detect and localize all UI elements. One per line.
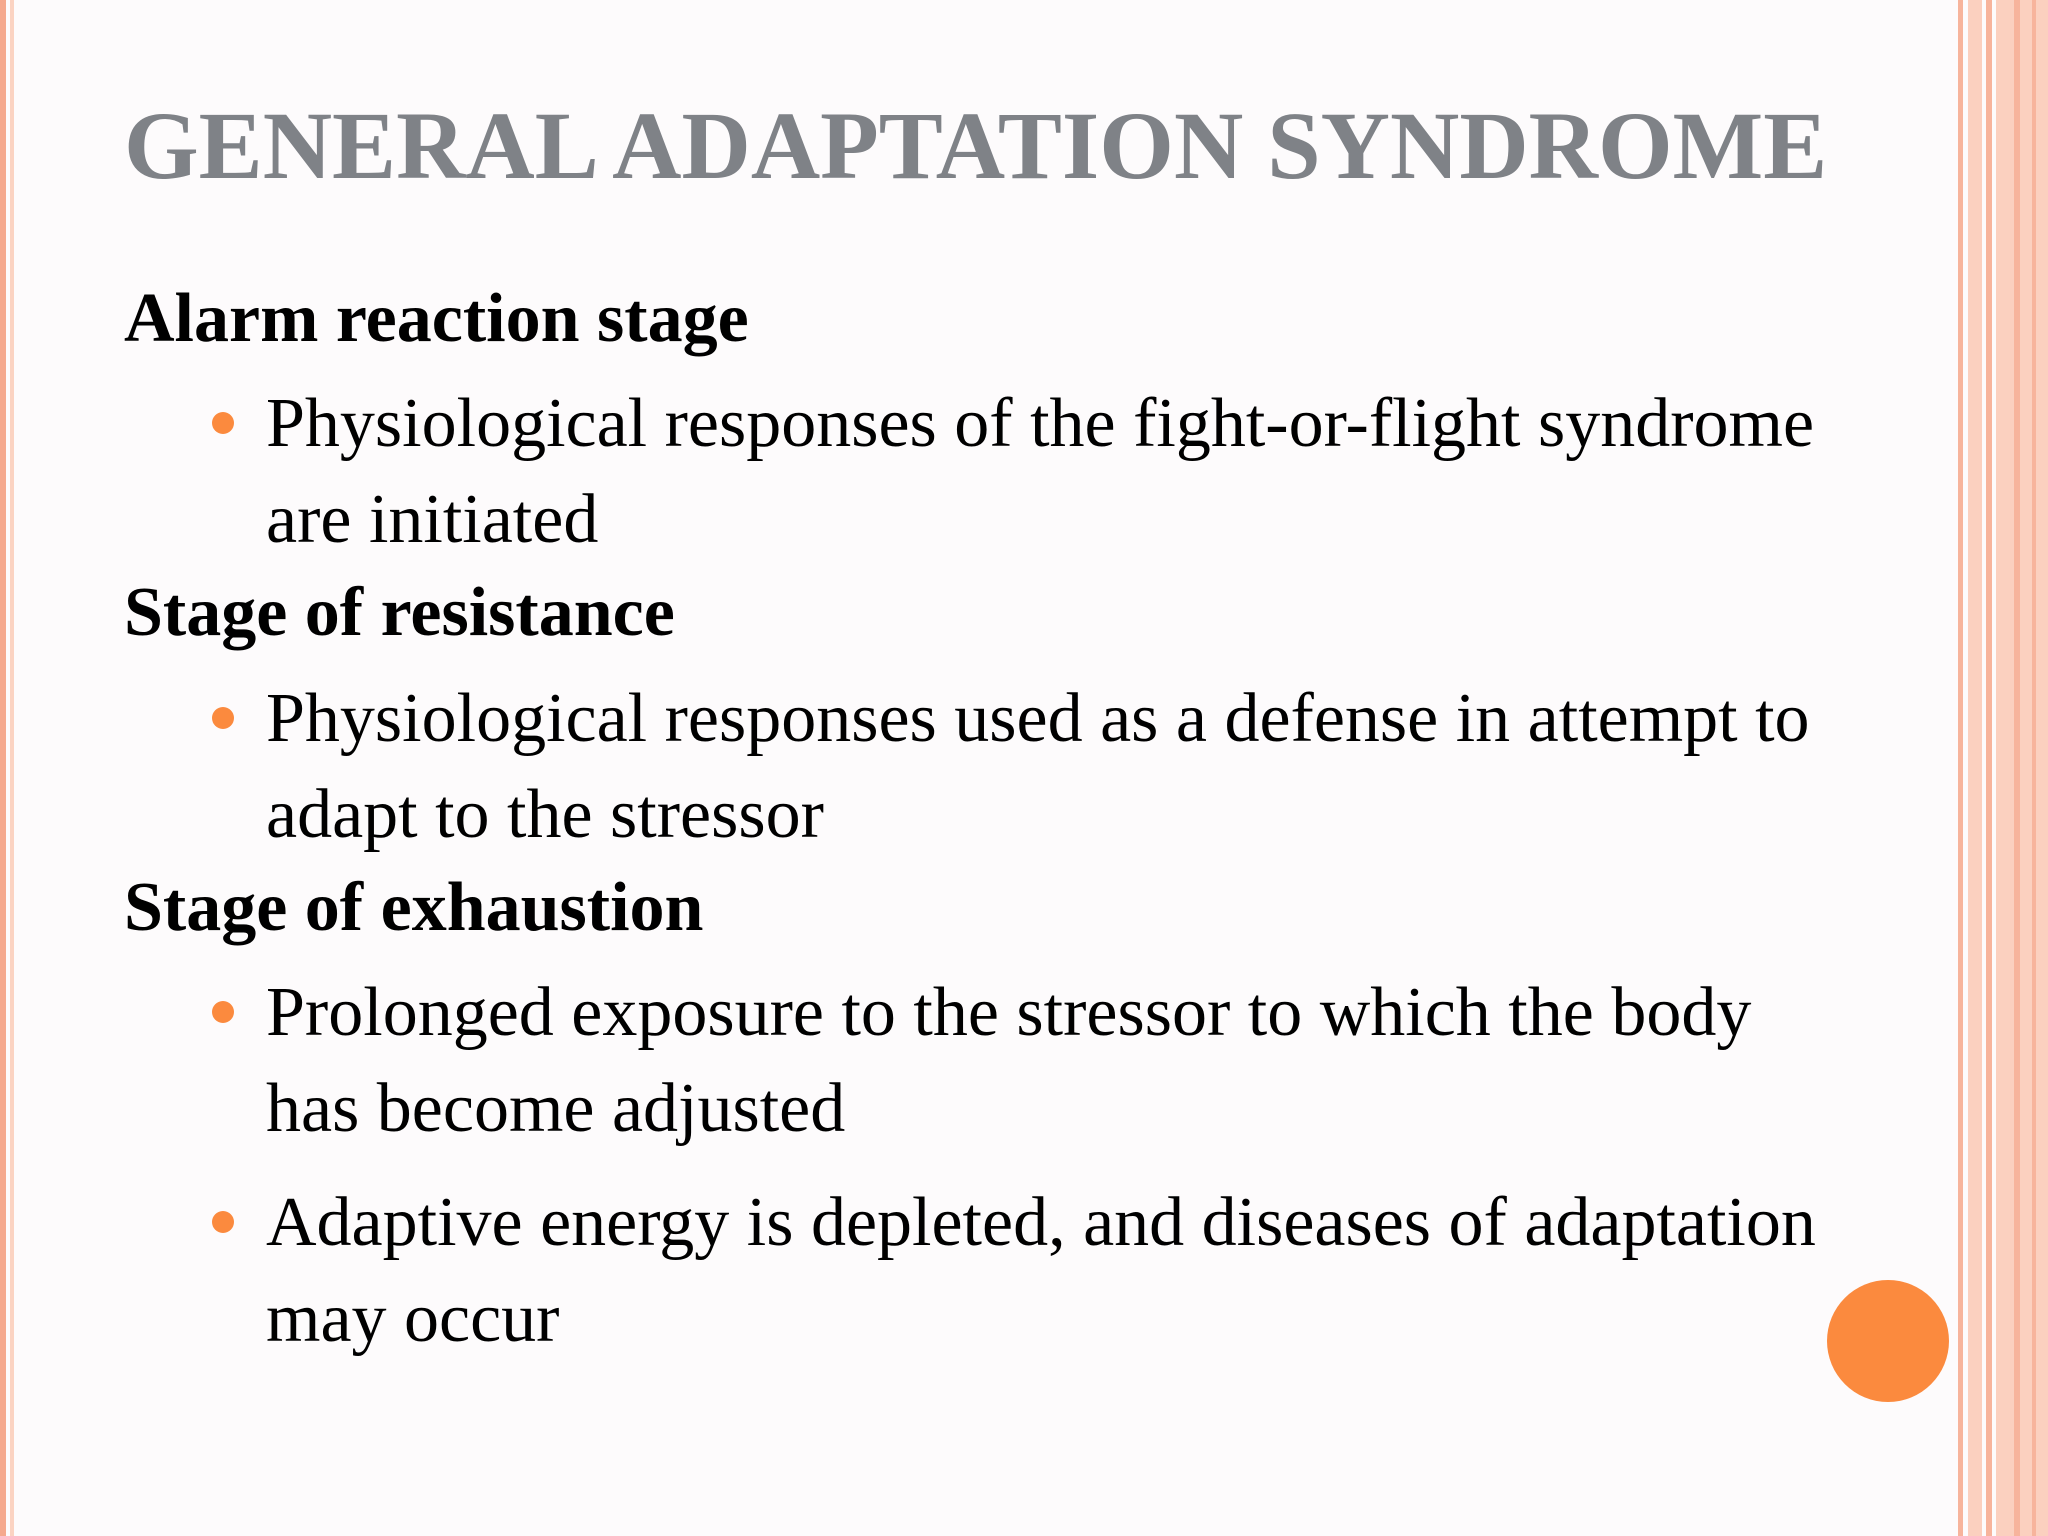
right-border-line [1986, 0, 1992, 1536]
right-border-line [2032, 0, 2036, 1536]
bullet-item [124, 965, 1844, 1157]
stage-heading-alarm: Alarm reaction stage [124, 280, 749, 357]
right-border-band [1968, 0, 1982, 1536]
bullet-text: Physiological responses of the fight-or-flight syndrome are initiated [266, 385, 1815, 559]
decorative-orange-circle [1827, 1280, 1949, 1402]
bullet-text: Prolonged exposure to the stressor to which the body has become adjusted [266, 974, 1752, 1148]
bullet-dot-icon [212, 707, 234, 729]
bullet-item [124, 1175, 1844, 1367]
bullet-dot-icon [212, 1211, 234, 1233]
bullet-text: Adaptive energy is depleted, and diseases of adaptation may occur [266, 1184, 1816, 1358]
right-border-line [2014, 0, 2020, 1536]
bullet-dot-icon [212, 1001, 234, 1023]
left-border-band [10, 0, 14, 1536]
slide-title: GENERAL ADAPTATION SYNDROME [124, 92, 1828, 199]
bullet-text: Physiological responses used as a defense in attempt to adapt to the stressor [266, 679, 1810, 853]
right-border-line [1958, 0, 1963, 1536]
stage-heading-exhaustion: Stage of exhaustion [124, 868, 704, 946]
bullet-item [124, 671, 1844, 863]
right-border-band [1996, 0, 2048, 1536]
bullet-item [124, 376, 1844, 568]
stage-heading-resistance: Stage of resistance [124, 574, 675, 652]
left-border-line [0, 0, 6, 1536]
slide-content [124, 280, 1844, 1373]
bullet-dot-icon [212, 412, 234, 434]
